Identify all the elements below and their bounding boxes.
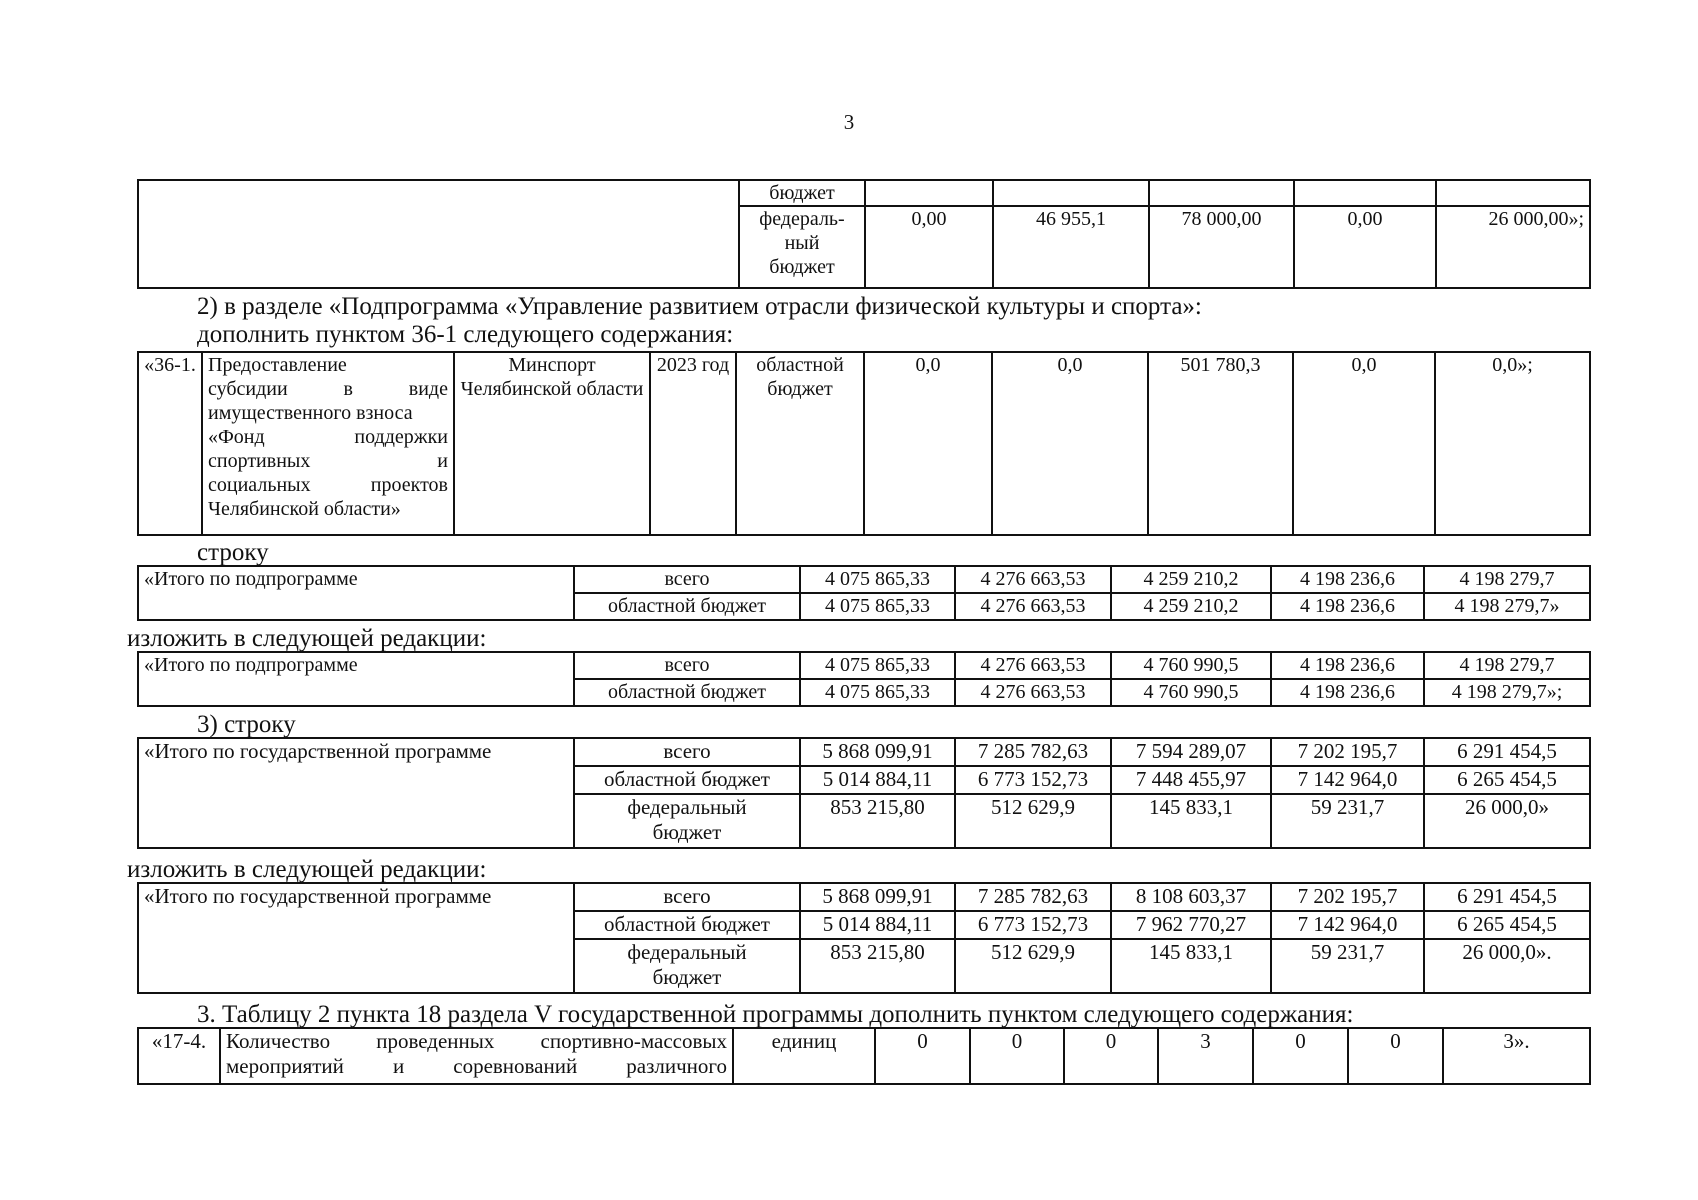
value-cell: 7 594 289,07: [1111, 738, 1271, 766]
year: 2023 год: [650, 352, 736, 535]
value-cell: 59 231,7: [1271, 939, 1424, 993]
row-title: «Итого по подпрограмме: [138, 652, 574, 706]
value-cell: 4 075 865,33: [800, 593, 955, 620]
table-row: [138, 1028, 1590, 1084]
value-cell: 4 276 663,53: [955, 652, 1111, 679]
row-label: всего: [574, 883, 800, 911]
table-row: [138, 566, 1590, 593]
value-cell: 145 833,1: [1111, 794, 1271, 848]
value-cell: 7 285 782,63: [955, 883, 1111, 911]
paragraph-line: строку: [197, 539, 269, 566]
item-number: «17-4.: [138, 1028, 220, 1084]
value-cell: 4 198 279,7»;: [1424, 679, 1590, 706]
row-label: областной бюджет: [574, 679, 800, 706]
value-cell: 512 629,9: [955, 939, 1111, 993]
table-row: [138, 180, 1590, 206]
value-cell: 0,00: [1294, 206, 1436, 288]
value-cell: 4 276 663,53: [955, 679, 1111, 706]
value-cell: 4 276 663,53: [955, 566, 1111, 593]
table-row: [138, 883, 1590, 911]
row-title: «Итого по подпрограмме: [138, 566, 574, 620]
table-row: [138, 738, 1590, 766]
value-cell: 0: [875, 1028, 970, 1084]
table-item-36-1: [137, 351, 1591, 536]
value-cell: 853 215,80: [800, 939, 955, 993]
value-cell: 4 075 865,33: [800, 679, 955, 706]
value-cell: 0,0: [864, 352, 992, 535]
value-cell: 4 198 279,7: [1424, 652, 1590, 679]
value-cell: 6 265 454,5: [1424, 766, 1590, 794]
value-cell: 501 780,3: [1148, 352, 1293, 535]
value-cell: 4 760 990,5: [1111, 679, 1271, 706]
value-cell: 853 215,80: [800, 794, 955, 848]
value-cell: 0: [970, 1028, 1064, 1084]
table-previous-tail: [137, 179, 1591, 289]
table-row: [138, 652, 1590, 679]
paragraph-add-item: дополнить пунктом 36-1 следующего содержания:: [197, 321, 734, 348]
row-label: областной бюджет: [574, 593, 800, 620]
value-cell: 4 259 210,2: [1111, 566, 1271, 593]
row-label: всего: [574, 566, 800, 593]
value-cell: 6 773 152,73: [955, 911, 1111, 939]
row-label: всего: [574, 738, 800, 766]
row-label: областной бюджет: [574, 766, 800, 794]
value-cell: 7 962 770,27: [1111, 911, 1271, 939]
value-cell: 512 629,9: [955, 794, 1111, 848]
row-label: федеральный бюджет: [574, 939, 800, 993]
value-cell: 5 868 099,91: [800, 738, 955, 766]
item-description: Количество проведенных спортивно-массовых мероприятий и соревнований различного: [220, 1028, 733, 1084]
value-cell: 7 448 455,97: [1111, 766, 1271, 794]
paragraph-item-3: 3) строку: [197, 711, 296, 738]
value-cell: 3: [1158, 1028, 1253, 1084]
value-cell: 7 202 195,7: [1271, 883, 1424, 911]
value-cell: 6 291 454,5: [1424, 738, 1590, 766]
table-item-17-4: [137, 1027, 1591, 1085]
value-cell: 8 108 603,37: [1111, 883, 1271, 911]
table-program-total-old: [137, 737, 1591, 849]
value-cell: 7 202 195,7: [1271, 738, 1424, 766]
federal-budget-label: федераль- ный бюджет: [739, 206, 865, 288]
value-cell: 26 000,0»: [1424, 794, 1590, 848]
value-cell: 26 000,0».: [1424, 939, 1590, 993]
value-cell: 6 291 454,5: [1424, 883, 1590, 911]
value-cell: 5 868 099,91: [800, 883, 955, 911]
value-cell: 4 198 236,6: [1271, 652, 1424, 679]
row-label: федеральный бюджет: [574, 794, 800, 848]
item-number: «36-1.: [138, 352, 202, 535]
paragraph-new-edition: изложить в следующей редакции:: [127, 856, 487, 883]
budget-label: бюджет: [739, 180, 865, 206]
value-cell: 5 014 884,11: [800, 766, 955, 794]
row-title: «Итого по государственной программе: [138, 738, 574, 848]
value-cell: 6 265 454,5: [1424, 911, 1590, 939]
value-cell: 4 760 990,5: [1111, 652, 1271, 679]
value-cell: 4 075 865,33: [800, 566, 955, 593]
table-subprogram-total-new: [137, 651, 1591, 707]
value-cell: 7 142 964,0: [1271, 911, 1424, 939]
value-cell: 46 955,1: [993, 206, 1149, 288]
value-cell: 6 773 152,73: [955, 766, 1111, 794]
executor: Минспорт Челябинской области: [454, 352, 650, 535]
value-cell: 145 833,1: [1111, 939, 1271, 993]
unit: единиц: [733, 1028, 875, 1084]
row-label: областной бюджет: [574, 911, 800, 939]
value-cell: 7 285 782,63: [955, 738, 1111, 766]
value-cell: 5 014 884,11: [800, 911, 955, 939]
value-cell: 4 198 279,7: [1424, 566, 1590, 593]
value-cell: 4 198 279,7»: [1424, 593, 1590, 620]
value-cell: 59 231,7: [1271, 794, 1424, 848]
value-cell: 4 198 236,6: [1271, 679, 1424, 706]
value-cell: 0: [1253, 1028, 1348, 1084]
funding-source: областной бюджет: [736, 352, 864, 535]
value-cell: 0,0: [1293, 352, 1435, 535]
value-cell: 0,00: [865, 206, 993, 288]
value-cell: 3».: [1443, 1028, 1590, 1084]
value-cell: 0,0: [992, 352, 1148, 535]
value-cell: 4 276 663,53: [955, 593, 1111, 620]
paragraph-section-2: 2) в разделе «Подпрограмма «Управление развитием отрасли физической культуры и спорта»:: [197, 293, 1202, 320]
value-cell: 7 142 964,0: [1271, 766, 1424, 794]
table-program-total-new: [137, 882, 1591, 994]
table-subprogram-total-old: [137, 565, 1591, 621]
value-cell: 26 000,00»;: [1436, 206, 1590, 288]
row-title: «Итого по государственной программе: [138, 883, 574, 993]
value-cell: 0,0»;: [1435, 352, 1590, 535]
value-cell: 4 198 236,6: [1271, 593, 1424, 620]
row-label: всего: [574, 652, 800, 679]
item-description: Предоставление субсидии в виде имущественного взноса «Фонд поддержки спортивных и социальных проектов Челябинской области»: [202, 352, 454, 535]
paragraph-new-edition: изложить в следующей редакции:: [127, 625, 487, 652]
value-cell: 4 198 236,6: [1271, 566, 1424, 593]
value-cell: 4 075 865,33: [800, 652, 955, 679]
value-cell: 4 259 210,2: [1111, 593, 1271, 620]
value-cell: 0: [1348, 1028, 1443, 1084]
empty-cell: [138, 180, 739, 288]
page-number: 3: [843, 110, 855, 134]
value-cell: 0: [1064, 1028, 1158, 1084]
paragraph-section-3: 3. Таблицу 2 пункта 18 раздела V государственной программы дополнить пунктом следующего содержания:: [197, 1001, 1354, 1028]
table-row: [138, 352, 1590, 535]
value-cell: 78 000,00: [1149, 206, 1294, 288]
